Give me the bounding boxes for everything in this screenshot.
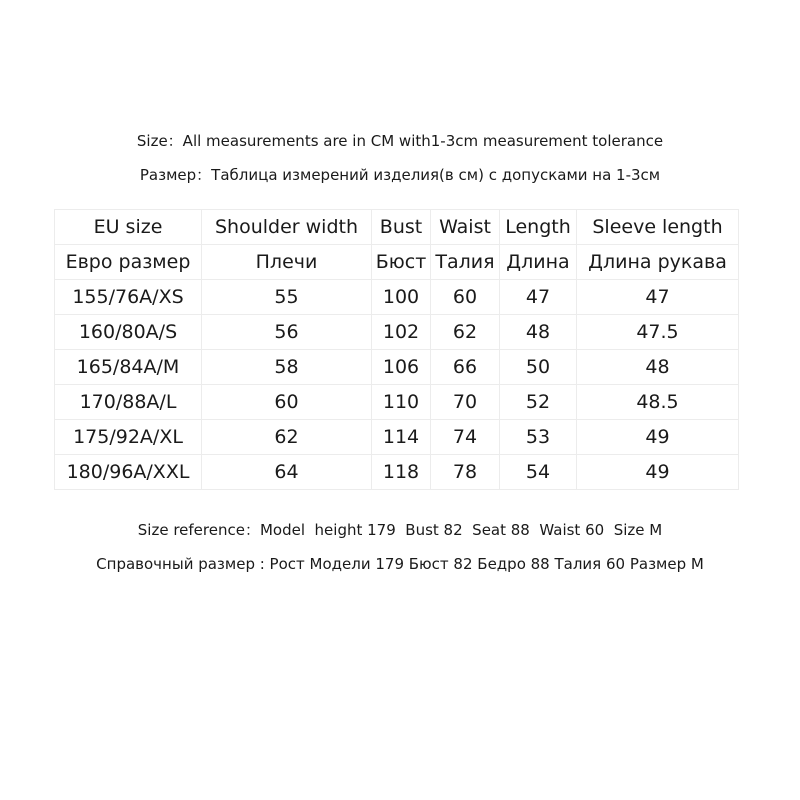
table-cell: 66: [431, 350, 500, 385]
header-cell: Длина: [500, 245, 577, 280]
table-row: [55, 455, 739, 490]
table-cell: 155/76A/XS: [55, 280, 202, 315]
header-cell: Бюст: [372, 245, 431, 280]
header-cell: Shoulder width: [202, 210, 372, 245]
table-cell: 78: [431, 455, 500, 490]
table-cell: 64: [202, 455, 372, 490]
table-cell: 49: [577, 420, 739, 455]
table-cell: 55: [202, 280, 372, 315]
size-note-english: Size：All measurements are in CM with1-3cm measurement tolerance: [136, 132, 664, 150]
table-cell: 170/88A/L: [55, 385, 202, 420]
size-chart-table: [54, 209, 739, 490]
table-cell: 48: [500, 315, 577, 350]
header-cell: Длина рукава: [577, 245, 739, 280]
header-row-russian: [55, 245, 739, 280]
header-cell: Bust: [372, 210, 431, 245]
table-cell: 60: [431, 280, 500, 315]
table-cell: 47: [500, 280, 577, 315]
table-cell: 62: [431, 315, 500, 350]
table-cell: 175/92A/XL: [55, 420, 202, 455]
table-cell: 74: [431, 420, 500, 455]
table-cell: 165/84A/M: [55, 350, 202, 385]
table-cell: 49: [577, 455, 739, 490]
table-cell: 110: [372, 385, 431, 420]
table-cell: 48: [577, 350, 739, 385]
header-cell: Sleeve length: [577, 210, 739, 245]
table-row: [55, 280, 739, 315]
header-cell: Length: [500, 210, 577, 245]
header-cell: EU size: [55, 210, 202, 245]
header-cell: Waist: [431, 210, 500, 245]
size-reference-russian: Справочный размер : Рост Модели 179 Бюст 82 Бедро 88 Талия 60 Размер M: [96, 555, 704, 573]
table-cell: 56: [202, 315, 372, 350]
table-cell: 50: [500, 350, 577, 385]
size-note-russian: Размер：Таблица измерений изделия(в см) с допусками на 1-3см: [139, 166, 661, 184]
table-row: [55, 420, 739, 455]
table-cell: 48.5: [577, 385, 739, 420]
table-cell: 106: [372, 350, 431, 385]
table-cell: 114: [372, 420, 431, 455]
table-row: [55, 315, 739, 350]
header-cell: Евро размер: [55, 245, 202, 280]
header-cell: Талия: [431, 245, 500, 280]
table-cell: 100: [372, 280, 431, 315]
table-cell: 160/80A/S: [55, 315, 202, 350]
table-cell: 180/96A/XXL: [55, 455, 202, 490]
header-row-english: [55, 210, 739, 245]
table-cell: 70: [431, 385, 500, 420]
table-cell: 54: [500, 455, 577, 490]
table-cell: 60: [202, 385, 372, 420]
table-row: [55, 350, 739, 385]
table-cell: 47.5: [577, 315, 739, 350]
table-cell: 62: [202, 420, 372, 455]
table-cell: 102: [372, 315, 431, 350]
table-row: [55, 385, 739, 420]
table-cell: 53: [500, 420, 577, 455]
table-cell: 58: [202, 350, 372, 385]
size-reference-english: Size reference：Model height 179 Bust 82 Seat 88 Waist 60 Size M: [137, 521, 663, 539]
table-cell: 47: [577, 280, 739, 315]
table-cell: 118: [372, 455, 431, 490]
table-cell: 52: [500, 385, 577, 420]
header-cell: Плечи: [202, 245, 372, 280]
